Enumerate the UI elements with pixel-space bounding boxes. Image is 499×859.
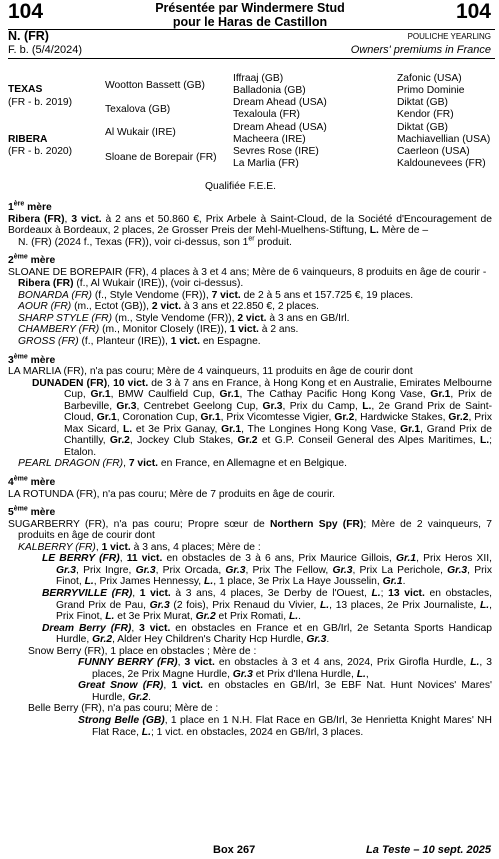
horse-category: POULICHE YEARLING bbox=[407, 32, 491, 41]
footer-box: Box 267 bbox=[213, 844, 256, 856]
fourth-dam-intro: LA ROTUNDA (FR), n'a pas couru; Mère de 7 produits en âge de courir. bbox=[8, 488, 336, 500]
fifth-dam-intro: SUGARBERRY (FR), n'a pas couru; Propre sœur de Northern Spy (FR); Mère de 2 vainqueurs, 7 produits en âge de courir dont bbox=[8, 518, 492, 542]
pedigree-gen2-4: Sloane de Borepair (FR) bbox=[105, 152, 217, 163]
pedigree-gen3-3: Dream Ahead (USA) bbox=[233, 97, 327, 108]
third-dam-produce-pearl-dragon: PEARL DRAGON (FR), 7 vict. en France, en Allemagne et en Belgique. bbox=[18, 458, 347, 470]
first-dam-heading: 1ère mère bbox=[8, 200, 52, 213]
pedigree-sire: TEXAS bbox=[8, 84, 43, 95]
horse-name: N. (FR) bbox=[8, 29, 49, 43]
family-text bbox=[8, 202, 492, 738]
pedigree-dam: RIBERA bbox=[8, 134, 48, 145]
pedigree-gen4-1: Zafonic (USA) bbox=[397, 73, 462, 84]
header-rule-bottom bbox=[8, 58, 495, 59]
pedigree-gen3-4: Texaloula (FR) bbox=[233, 109, 300, 120]
header-title-line2: pour le Haras de Castillon bbox=[172, 14, 328, 29]
header-title-line1: Présentée par Windermere Stud bbox=[155, 1, 345, 15]
kalberry-produce-le-berry: LE BERRY (FR), 11 vict. en obstacles de 3 à 6 ans, Prix Maurice Gillois, Gr.1, Prix Heros XII, Gr.3, Prix Ingre, Gr.3, Prix Orcada, Gr.3, Prix The Fellow, Gr.3, Prix La Perichole, Gr.3, Prix Finot, L., Prix James Hennessy, L., 1 place, 3e Prix La Haye Jousselin, Gr.1. bbox=[42, 553, 492, 588]
third-dam-heading: 3ème mère bbox=[8, 353, 56, 366]
snow-berry-produce-great-snow: Great Snow (FR), 1 vict. en obstacles en GB/Irl, 3e EBF Nat. Hunt Novices' Mares' Hurdle, Gr.2. bbox=[78, 680, 492, 703]
kalberry-produce-berryville: BERRYVILLE (FR), 1 vict. à 3 ans, 4 places, 3e Derby de l'Ouest, L.; 13 vict. en obstacles, Grand Prix de Pau, Gr.3 (2 fois), Prix Renaud du Vivier, L., 13 places, 2e Prix Journaliste, L., Prix Finot, L. et 3e Prix Murat, Gr.2 et Prix Romati, L.. bbox=[42, 587, 492, 623]
second-dam-produce-5: CHAMBERY (FR) (m., Monitor Closely (IRE)), 1 vict. à 2 ans. bbox=[18, 324, 299, 336]
lot-number-right: 104 bbox=[455, 0, 491, 23]
footer-place-date: La Teste – 10 sept. 2025 bbox=[366, 844, 491, 856]
second-dam-produce-2: BONARDA (FR) (f., Style Vendome (FR)), 7 vict. de 2 à 5 ans et 157.725 €, 19 places. bbox=[18, 289, 414, 301]
third-dam-intro: LA MARLIA (FR), n'a pas couru; Mère de 4 vainqueurs, 11 produits en âge de courir dont bbox=[8, 366, 413, 378]
pedigree-gen2-1: Wootton Bassett (GB) bbox=[105, 80, 205, 91]
pedigree-gen3-6: Macheera (IRE) bbox=[233, 134, 306, 145]
pedigree-gen3-7: Sevres Rose (IRE) bbox=[233, 146, 319, 157]
kalberry-produce-dream-berry: Dream Berry (FR), 3 vict. en obstacles en France et en GB/Irl, 2e Setanta Sports Handicap Hurdle, Gr.2, Alder Hey Children's Charity Hcp Hurdle, Gr.3. bbox=[42, 622, 493, 646]
pedigree-gen4-3: Diktat (GB) bbox=[397, 97, 448, 108]
pedigree-gen4-2: Primo Dominie bbox=[397, 85, 465, 96]
header-title bbox=[105, 2, 395, 29]
pedigree-gen4-8: Kaldounevees (FR) bbox=[397, 158, 486, 169]
lot-number-left: 104 bbox=[8, 0, 44, 23]
belle-berry-produce-strong-belle: Strong Belle (GB), 1 place en 1 N.H. Flat Race en GB/Irl, 3e Henrietta Knight Mares' NH Flat Race, L.; 1 vict. en obstacles, 2024 en GB/Irl, 3 places. bbox=[78, 714, 492, 738]
kalberry-produce-snow-berry: Snow Berry (FR), 1 place en obstacles ; Mère de : bbox=[28, 645, 257, 657]
second-dam-produce-3: AOUR (FR) (m., Ectot (GB)), 2 vict. à 3 ans et 22.850 €, 2 places. bbox=[18, 301, 320, 313]
owners-premiums: Owners' premiums in France bbox=[350, 44, 491, 56]
first-dam-produce: N. (FR) (2024 f., Texas (FR)), voir ci-dessus, son 1er produit. bbox=[18, 235, 292, 248]
pedigree-gen4-6: Machiavellian (USA) bbox=[397, 134, 491, 145]
pedigree-gen4-7: Caerleon (USA) bbox=[397, 146, 470, 157]
pedigree-gen4-5: Diktat (GB) bbox=[397, 122, 448, 133]
pedigree-gen3-1: Iffraaj (GB) bbox=[233, 73, 284, 84]
second-dam-produce-1: Ribera (FR) (f., Al Wukair (IRE)), (voir ci-dessus). bbox=[18, 278, 244, 290]
second-dam-produce-4: SHARP STYLE (FR) (m., Style Vendome (FR)), 2 vict. à 3 ans en GB/Irl. bbox=[18, 312, 350, 324]
fourth-dam-heading: 4ème mère bbox=[8, 475, 56, 489]
fifth-dam-produce-kalberry: KALBERRY (FR), 1 vict. à 3 ans, 4 places; Mère de : bbox=[18, 541, 261, 553]
pedigree-sire-info: (FR - b. 2019) bbox=[8, 97, 73, 108]
pedigree-gen3-2: Balladonia (GB) bbox=[233, 85, 306, 96]
first-dam-record: Ribera (FR), 3 vict. à 2 ans et 50.860 €, Prix Arbele à Saint-Cloud, de la Société d'Encouragement de Bordeaux à Bordeaux, 2 places, 2e Grosser Preis der Mehl-Muelhens-Stiftung, L. Mère de – bbox=[8, 213, 492, 237]
pedigree-gen3-8: La Marlia (FR) bbox=[233, 158, 299, 169]
snow-berry-produce-funny-berry: FUNNY BERRY (FR), 3 vict. en obstacles à 3 et 4 ans, 2024, Prix Girofla Hurdle, L., 3 places, 2e Prix Magne Hurdle, Gr.3 et Prix d'Ilena Hurdle, L., bbox=[78, 657, 492, 680]
second-dam-intro: SLOANE DE BOREPAIR (FR), 4 places à 3 et 4 ans; Mère de 6 vainqueurs, 8 produits en âge de courir - bbox=[8, 266, 487, 278]
second-dam-produce-6: GROSS (FR) (f., Planteur (IRE)), 1 vict. en Espagne. bbox=[18, 336, 261, 348]
fifth-dam-heading: 5ème mère bbox=[8, 505, 56, 519]
qualification: Qualifiée F.E.E. bbox=[205, 181, 276, 192]
second-dam-heading: 2ème mère bbox=[8, 253, 56, 267]
header-rule-top bbox=[8, 29, 495, 30]
pedigree-gen4-4: Kendor (FR) bbox=[397, 109, 454, 120]
pedigree-gen2-2: Texalova (GB) bbox=[105, 104, 171, 115]
horse-birth: F. b. (5/4/2024) bbox=[8, 44, 82, 56]
kalberry-produce-belle-berry: Belle Berry (FR), n'a pas couru; Mère de : bbox=[28, 703, 219, 715]
pedigree-gen3-5: Dream Ahead (USA) bbox=[233, 122, 327, 133]
third-dam-produce-dunaden: DUNADEN (FR), 10 vict. de 3 à 7 ans en France, à Hong Kong et en Australie, Emirates Melbourne Cup, Gr.1, BMW Caulfield Cup, Gr.1, The Cathay Pacific Hong Kong Vase, Gr.1, Prix de Barbeville, Gr.3, Centrebet Geelong Cup, Gr.3, Prix du Camp, L., 2e Grand Prix de Saint-Cloud, Gr.1, Coronation Cup, Gr.1, Prix Vicomtesse Vigier, Gr.2, Hardwicke Stakes, Gr.2, Prix Max Sicard, L. et 3e Prix Ganay, Gr.1, The Longines Hong Kong Vase, Gr.1, Grand Prix de Chantilly, Gr.2, Jockey Club Stakes, Gr.2 et G.P. Conseil General des Alpes Maritimes, L.; Etalon. bbox=[32, 377, 493, 458]
pedigree-gen2-3: Al Wukair (IRE) bbox=[105, 127, 176, 138]
pedigree-dam-info: (FR - b. 2020) bbox=[8, 146, 73, 157]
